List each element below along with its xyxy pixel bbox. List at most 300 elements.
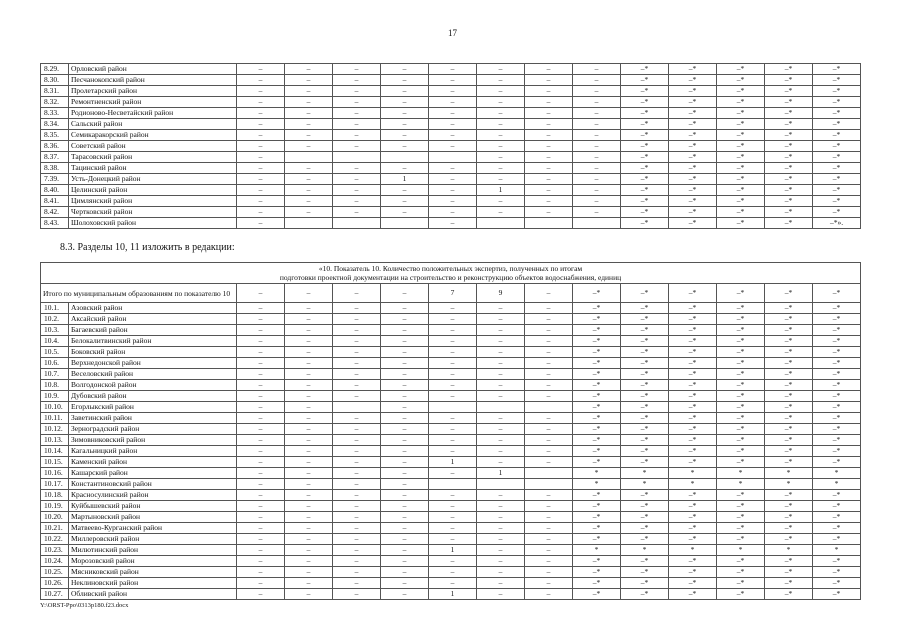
value-cell: – <box>237 196 285 207</box>
total-value-cell: –* <box>813 284 861 303</box>
value-cell: – <box>477 545 525 556</box>
value-cell: – <box>429 86 477 97</box>
value-cell: –* <box>621 185 669 196</box>
value-cell: – <box>381 380 429 391</box>
value-cell: –* <box>669 196 717 207</box>
value-cell: –* <box>813 435 861 446</box>
value-cell: – <box>285 446 333 457</box>
value-cell: – <box>333 314 381 325</box>
value-cell: –* <box>765 391 813 402</box>
value-cell: –* <box>813 108 861 119</box>
value-cell: –* <box>621 424 669 435</box>
value-cell: –* <box>669 380 717 391</box>
district-name: Песчанокопский район <box>69 75 237 86</box>
value-cell: –* <box>573 578 621 589</box>
value-cell: –* <box>813 207 861 218</box>
value-cell: – <box>381 534 429 545</box>
value-cell: – <box>237 314 285 325</box>
value-cell: – <box>285 75 333 86</box>
value-cell: – <box>285 534 333 545</box>
value-cell: – <box>381 556 429 567</box>
district-name: Каменский район <box>69 457 237 468</box>
value-cell: – <box>333 97 381 108</box>
value-cell <box>525 468 573 479</box>
district-name: Волгодонской район <box>69 380 237 391</box>
value-cell: – <box>381 479 429 490</box>
value-cell: – <box>429 141 477 152</box>
value-cell: –* <box>669 174 717 185</box>
value-cell <box>429 152 477 163</box>
value-cell: – <box>429 380 477 391</box>
value-cell: –* <box>765 402 813 413</box>
table-row <box>41 347 861 358</box>
value-cell: – <box>285 163 333 174</box>
total-value-cell: –* <box>621 284 669 303</box>
value-cell: – <box>333 119 381 130</box>
value-cell: –* <box>813 446 861 457</box>
row-number: 10.1. <box>41 303 69 314</box>
district-name: Кашарский район <box>69 468 237 479</box>
value-cell: – <box>237 347 285 358</box>
value-cell: – <box>333 369 381 380</box>
value-cell: – <box>429 556 477 567</box>
value-cell <box>429 479 477 490</box>
value-cell: – <box>573 86 621 97</box>
value-cell: – <box>429 358 477 369</box>
value-cell: – <box>237 64 285 75</box>
value-cell: – <box>429 501 477 512</box>
value-cell: –* <box>621 457 669 468</box>
value-cell: –* <box>717 86 765 97</box>
value-cell: 1 <box>477 468 525 479</box>
value-cell: – <box>285 512 333 523</box>
value-cell: – <box>333 523 381 534</box>
value-cell: – <box>525 347 573 358</box>
value-cell: –* <box>621 435 669 446</box>
value-cell: – <box>477 435 525 446</box>
district-name: Морозовский район <box>69 556 237 567</box>
value-cell: – <box>285 358 333 369</box>
value-cell: – <box>237 512 285 523</box>
district-name: Константиновский район <box>69 479 237 490</box>
value-cell: – <box>477 501 525 512</box>
value-cell: –* <box>669 413 717 424</box>
value-cell: – <box>477 163 525 174</box>
value-cell: – <box>237 578 285 589</box>
table-caption <box>41 263 861 284</box>
value-cell: – <box>525 545 573 556</box>
value-cell: – <box>573 152 621 163</box>
value-cell: – <box>525 108 573 119</box>
value-cell: –* <box>813 347 861 358</box>
district-name: Шолоховский район <box>69 218 237 229</box>
value-cell: – <box>573 174 621 185</box>
value-cell: –* <box>621 86 669 97</box>
value-cell: –* <box>573 347 621 358</box>
value-cell: – <box>237 152 285 163</box>
value-cell: – <box>237 523 285 534</box>
table-row <box>41 163 861 174</box>
value-cell: – <box>333 567 381 578</box>
value-cell: – <box>285 435 333 446</box>
value-cell: –* <box>813 174 861 185</box>
value-cell: – <box>285 185 333 196</box>
table-row <box>41 174 861 185</box>
district-name: Заветинский район <box>69 413 237 424</box>
value-cell: – <box>381 185 429 196</box>
value-cell: –* <box>717 152 765 163</box>
value-cell: – <box>333 545 381 556</box>
value-cell: –* <box>813 97 861 108</box>
district-name: Егорлыкский район <box>69 402 237 413</box>
value-cell: –* <box>621 152 669 163</box>
table-row <box>41 369 861 380</box>
table-row <box>41 196 861 207</box>
value-cell: –* <box>765 534 813 545</box>
value-cell: –* <box>621 380 669 391</box>
district-name: Сальский район <box>69 119 237 130</box>
value-cell: –* <box>621 512 669 523</box>
value-cell: – <box>381 336 429 347</box>
row-number: 10.22. <box>41 534 69 545</box>
value-cell: – <box>285 457 333 468</box>
value-cell: –* <box>573 314 621 325</box>
district-name: Усть-Донецкий район <box>69 174 237 185</box>
value-cell <box>573 218 621 229</box>
value-cell: – <box>237 402 285 413</box>
value-cell: –* <box>765 424 813 435</box>
value-cell: –* <box>621 589 669 600</box>
value-cell: –* <box>717 97 765 108</box>
value-cell: – <box>477 490 525 501</box>
value-cell: – <box>237 163 285 174</box>
value-cell: – <box>525 457 573 468</box>
row-number: 10.26. <box>41 578 69 589</box>
value-cell: – <box>525 119 573 130</box>
value-cell: –* <box>717 556 765 567</box>
value-cell: – <box>285 424 333 435</box>
total-label: Итого по муниципальным образованиям по показателю 10 <box>41 284 237 303</box>
value-cell: – <box>525 523 573 534</box>
value-cell: –* <box>813 303 861 314</box>
value-cell: –* <box>669 446 717 457</box>
value-cell: –* <box>717 490 765 501</box>
value-cell: –* <box>573 303 621 314</box>
table-row <box>41 336 861 347</box>
value-cell: – <box>237 380 285 391</box>
value-cell: –* <box>813 369 861 380</box>
value-cell: – <box>429 163 477 174</box>
value-cell: –* <box>717 325 765 336</box>
value-cell: – <box>333 86 381 97</box>
value-cell: – <box>429 435 477 446</box>
value-cell: –* <box>669 490 717 501</box>
row-number: 10.18. <box>41 490 69 501</box>
value-cell: – <box>285 567 333 578</box>
value-cell: * <box>573 479 621 490</box>
value-cell: * <box>813 545 861 556</box>
value-cell: –* <box>813 556 861 567</box>
total-value-cell: –* <box>717 284 765 303</box>
value-cell: –* <box>717 141 765 152</box>
value-cell: – <box>237 435 285 446</box>
value-cell <box>381 152 429 163</box>
value-cell: –* <box>717 369 765 380</box>
value-cell: – <box>381 108 429 119</box>
value-cell: – <box>381 523 429 534</box>
value-cell: – <box>381 369 429 380</box>
value-cell: –* <box>765 86 813 97</box>
value-cell: – <box>477 534 525 545</box>
value-cell: –* <box>813 424 861 435</box>
row-number: 8.36. <box>41 141 69 152</box>
value-cell: – <box>333 185 381 196</box>
value-cell: – <box>333 435 381 446</box>
value-cell <box>477 479 525 490</box>
value-cell: – <box>573 141 621 152</box>
value-cell: –* <box>765 196 813 207</box>
value-cell: – <box>477 589 525 600</box>
value-cell: – <box>381 545 429 556</box>
value-cell: –* <box>621 402 669 413</box>
value-cell <box>477 218 525 229</box>
value-cell: –* <box>765 163 813 174</box>
value-cell: – <box>285 207 333 218</box>
district-name: Кагальницкий район <box>69 446 237 457</box>
table-row <box>41 490 861 501</box>
value-cell: – <box>237 424 285 435</box>
value-cell: –* <box>813 64 861 75</box>
value-cell: – <box>525 567 573 578</box>
value-cell: –* <box>813 490 861 501</box>
value-cell: –* <box>765 97 813 108</box>
value-cell: – <box>285 523 333 534</box>
value-cell: – <box>333 347 381 358</box>
value-cell: –* <box>669 185 717 196</box>
districts-table-section-8 <box>40 63 861 229</box>
district-name: Боковский район <box>69 347 237 358</box>
value-cell: – <box>237 457 285 468</box>
value-cell: – <box>525 86 573 97</box>
row-number: 10.4. <box>41 336 69 347</box>
value-cell: –* <box>765 589 813 600</box>
value-cell: – <box>381 435 429 446</box>
value-cell: –* <box>669 424 717 435</box>
value-cell: – <box>429 325 477 336</box>
value-cell: – <box>429 413 477 424</box>
value-cell: –* <box>813 130 861 141</box>
value-cell: –* <box>813 402 861 413</box>
district-name: Азовский район <box>69 303 237 314</box>
value-cell <box>525 402 573 413</box>
value-cell: – <box>477 512 525 523</box>
value-cell: –* <box>717 358 765 369</box>
row-number: 10.25. <box>41 567 69 578</box>
value-cell: –* <box>573 534 621 545</box>
value-cell: – <box>573 185 621 196</box>
value-cell: –* <box>717 174 765 185</box>
value-cell: –* <box>717 512 765 523</box>
value-cell: –* <box>669 75 717 86</box>
value-cell: – <box>237 174 285 185</box>
value-cell: – <box>381 347 429 358</box>
value-cell: –* <box>765 501 813 512</box>
value-cell: –* <box>765 380 813 391</box>
total-value-cell: – <box>285 284 333 303</box>
table-row <box>41 314 861 325</box>
value-cell: – <box>237 413 285 424</box>
value-cell: – <box>429 369 477 380</box>
value-cell: – <box>525 97 573 108</box>
value-cell: –* <box>717 457 765 468</box>
value-cell: – <box>477 457 525 468</box>
table-row <box>41 413 861 424</box>
value-cell: – <box>477 391 525 402</box>
value-cell: – <box>477 303 525 314</box>
value-cell: – <box>429 196 477 207</box>
value-cell: – <box>381 457 429 468</box>
value-cell: –* <box>813 391 861 402</box>
value-cell: –* <box>573 567 621 578</box>
value-cell <box>285 152 333 163</box>
value-cell: – <box>381 512 429 523</box>
value-cell: –* <box>669 457 717 468</box>
value-cell: – <box>285 130 333 141</box>
total-value-cell: – <box>333 284 381 303</box>
value-cell: – <box>525 336 573 347</box>
row-number: 8.40. <box>41 185 69 196</box>
value-cell: –* <box>669 512 717 523</box>
value-cell: – <box>429 130 477 141</box>
row-number: 10.16. <box>41 468 69 479</box>
district-name: Цимлянский район <box>69 196 237 207</box>
file-path-footer: Y:\ORST-Ppo\0313p180.f23.docx <box>40 602 129 609</box>
value-cell <box>477 402 525 413</box>
value-cell: – <box>381 567 429 578</box>
value-cell: –* <box>621 303 669 314</box>
value-cell: – <box>525 358 573 369</box>
value-cell: – <box>237 358 285 369</box>
district-name: Белокалитвинский район <box>69 336 237 347</box>
value-cell: –* <box>573 457 621 468</box>
value-cell: – <box>429 391 477 402</box>
value-cell: –* <box>573 446 621 457</box>
table-row <box>41 152 861 163</box>
value-cell: – <box>525 424 573 435</box>
value-cell: – <box>381 468 429 479</box>
value-cell: – <box>429 314 477 325</box>
value-cell: –* <box>717 347 765 358</box>
value-cell: – <box>429 534 477 545</box>
value-cell: –* <box>813 567 861 578</box>
value-cell: – <box>477 578 525 589</box>
value-cell: * <box>813 479 861 490</box>
value-cell: – <box>477 75 525 86</box>
district-name: Ремонтненский район <box>69 97 237 108</box>
value-cell: – <box>333 141 381 152</box>
value-cell: –* <box>717 207 765 218</box>
district-name: Куйбышевский район <box>69 501 237 512</box>
district-name: Дубовский район <box>69 391 237 402</box>
table-row <box>41 468 861 479</box>
value-cell: – <box>573 97 621 108</box>
value-cell: – <box>285 108 333 119</box>
indicator-10-table <box>40 262 861 600</box>
value-cell: –* <box>669 108 717 119</box>
row-number: 8.41. <box>41 196 69 207</box>
value-cell: * <box>669 479 717 490</box>
value-cell: – <box>381 75 429 86</box>
table-row <box>41 97 861 108</box>
value-cell: – <box>429 303 477 314</box>
value-cell: –* <box>717 163 765 174</box>
value-cell: – <box>525 391 573 402</box>
value-cell: – <box>381 207 429 218</box>
total-value-cell: – <box>381 284 429 303</box>
value-cell: –* <box>765 578 813 589</box>
value-cell: – <box>285 325 333 336</box>
value-cell: –* <box>621 207 669 218</box>
value-cell: – <box>237 207 285 218</box>
value-cell: –* <box>813 325 861 336</box>
value-cell: – <box>237 119 285 130</box>
value-cell: –* <box>813 589 861 600</box>
district-name: Матвеево-Курганский район <box>69 523 237 534</box>
value-cell: – <box>237 545 285 556</box>
value-cell: –* <box>765 185 813 196</box>
value-cell: –* <box>765 512 813 523</box>
value-cell: –* <box>669 358 717 369</box>
value-cell: –* <box>765 567 813 578</box>
value-cell: – <box>285 336 333 347</box>
value-cell: –* <box>573 523 621 534</box>
district-name: Аксайский район <box>69 314 237 325</box>
section-heading: 8.3. Разделы 10, 11 изложить в редакции: <box>60 242 235 253</box>
value-cell: –* <box>717 75 765 86</box>
value-cell: – <box>525 152 573 163</box>
value-cell: – <box>477 64 525 75</box>
value-cell: –* <box>813 163 861 174</box>
value-cell: – <box>525 534 573 545</box>
value-cell: –* <box>765 75 813 86</box>
value-cell: – <box>429 512 477 523</box>
value-cell: – <box>285 369 333 380</box>
value-cell: –* <box>621 163 669 174</box>
district-name: Орловский район <box>69 64 237 75</box>
value-cell: – <box>573 119 621 130</box>
value-cell: – <box>237 336 285 347</box>
value-cell: –* <box>717 413 765 424</box>
value-cell: –* <box>765 119 813 130</box>
value-cell: – <box>333 108 381 119</box>
table-row <box>41 556 861 567</box>
row-number: 8.37. <box>41 152 69 163</box>
value-cell: –* <box>669 163 717 174</box>
value-cell <box>333 218 381 229</box>
value-cell: – <box>525 64 573 75</box>
row-number: 10.20. <box>41 512 69 523</box>
value-cell: – <box>285 86 333 97</box>
value-cell: –* <box>765 435 813 446</box>
value-cell: – <box>525 130 573 141</box>
row-number: 7.39. <box>41 174 69 185</box>
row-number: 10.10. <box>41 402 69 413</box>
row-number: 10.21. <box>41 523 69 534</box>
value-cell: –* <box>573 336 621 347</box>
row-number: 10.6. <box>41 358 69 369</box>
row-number: 10.2. <box>41 314 69 325</box>
value-cell: – <box>285 347 333 358</box>
